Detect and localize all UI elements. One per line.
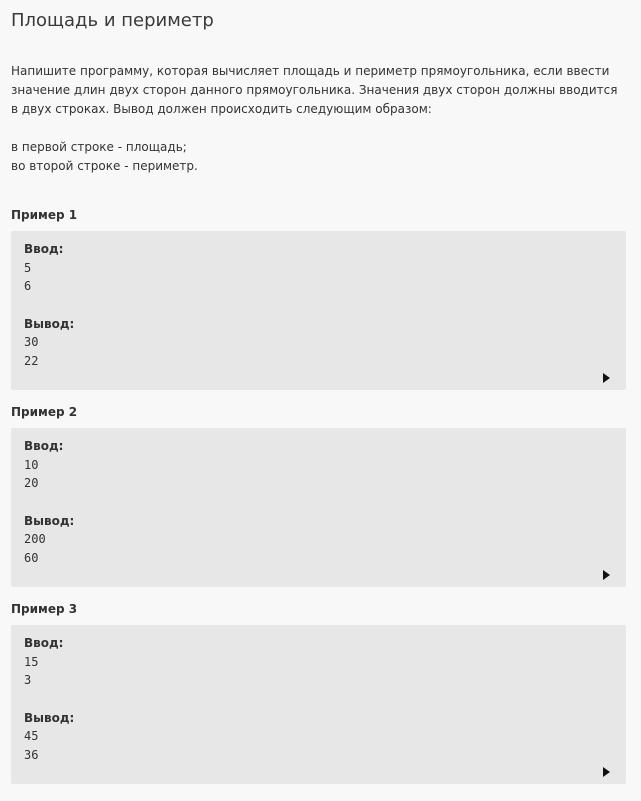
example-box [11,625,626,784]
output-line: 45 [24,729,39,743]
example-content [24,437,74,567]
play-icon[interactable] [603,570,610,580]
example-content [24,634,74,764]
output-line: 30 [24,335,39,349]
play-icon[interactable] [603,373,610,383]
example-box [11,231,626,390]
description-line-perimeter: во второй строке - периметр. [11,159,198,173]
example-heading: Пример 3 [11,602,78,616]
output-line: 36 [24,747,39,762]
description-line-area: в первой строке - площадь; [11,140,187,154]
output-label: Вывод: [24,513,75,528]
example-content [24,240,74,370]
input-line: 15 [24,654,39,669]
output-line: 60 [24,550,39,565]
output-line: 22 [24,353,39,368]
input-line: 20 [24,476,39,490]
input-label: Ввод: [24,242,64,256]
input-line: 3 [24,673,32,687]
task-description [11,62,626,176]
input-line: 6 [24,279,32,293]
example-box [11,428,626,587]
play-icon[interactable] [603,767,610,777]
input-label: Ввод: [24,636,64,650]
input-line: 10 [24,457,39,472]
page-title: Площадь и периметр [11,10,214,31]
output-label: Вывод: [24,316,75,331]
example-heading: Пример 2 [11,405,78,419]
input-line: 5 [24,260,32,275]
input-label: Ввод: [24,439,64,453]
description-paragraph: Напишите программу, которая вычисляет площадь и периметр прямоугольника, если ввести значение длин двух сторон данного прямоугольника. Значения двух сторон должны вводится в двух строках. Вывод должен происходить следующим образом: [11,64,618,116]
output-line: 200 [24,532,46,546]
example-heading: Пример 1 [11,208,78,222]
output-label: Вывод: [24,710,75,725]
